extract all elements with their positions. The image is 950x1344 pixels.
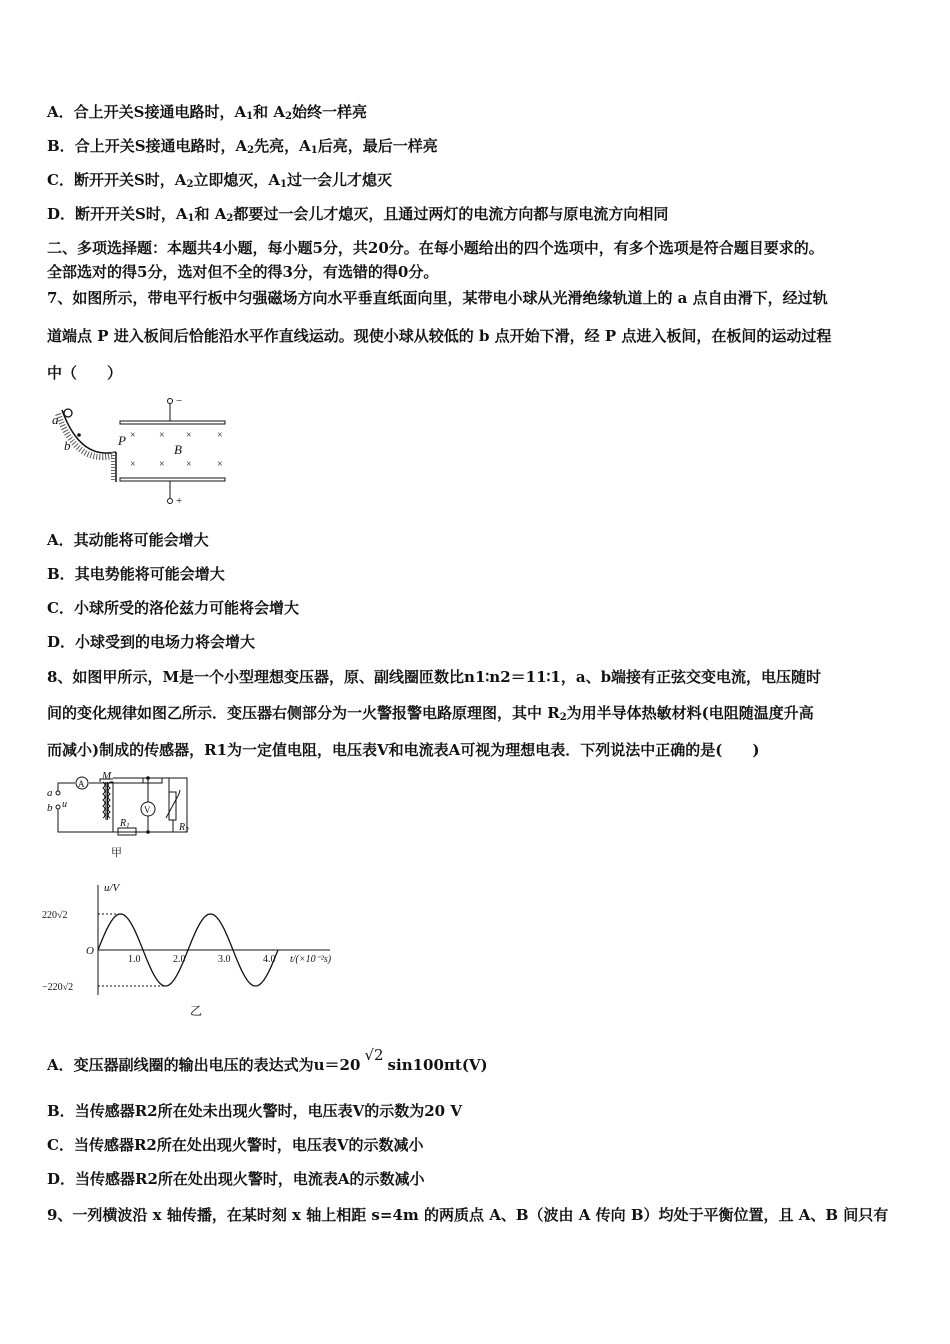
q8-line3: 而减小)制成的传感器，R1为一定值电阻，电压表V和电流表A可视为理想电表．下列说法中正确的是( ) [47, 741, 760, 759]
q8-option: B．当传感器R2所在处未出现火警时，电压表V的示数为20 V [47, 1102, 462, 1120]
figure-caption-jia: 甲 [111, 847, 122, 859]
section-heading-line1: 二、多项选择题：本题共4小题，每小题5分，共20分。在每小题给出的四个选项中，有多个选项是符合题目要求的。 [47, 239, 824, 257]
q7-option: C．小球所受的洛伦兹力可能将会增大 [47, 599, 299, 617]
origin-label: O [86, 945, 94, 957]
label-b: b [64, 438, 71, 453]
y-tick-label: 220√2 [42, 910, 68, 921]
x-tick-label: 3.0 [218, 954, 231, 965]
svg-text:×: × [130, 430, 136, 441]
y-tick-label: −220√2 [42, 982, 74, 993]
q8-line2: 间的变化规律如图乙所示．变压器右侧部分为一火警报警电路原理图，其中 $R_2$为用半导体热敏材料(电阻随温度升高 [47, 704, 814, 723]
terminal-b-label: b [47, 802, 53, 814]
terminal-a-label: a [47, 787, 53, 799]
q6-option: B．合上开关S接通电路时，$A_2$先亮，$A_1$后亮，最后一样亮 [47, 137, 438, 156]
label-minus: − [176, 395, 183, 407]
svg-text:×: × [186, 459, 192, 470]
q6-option: A．合上开关S接通电路时，$A_1$和 $A_2$始终一样亮 [47, 103, 367, 122]
x-tick-label: 1.0 [128, 954, 141, 965]
figure-caption-yi: 乙 [190, 1004, 203, 1018]
label-plus: + [176, 495, 183, 507]
r1-label: $R_1$ [120, 818, 130, 830]
ammeter-label: A [78, 779, 85, 789]
q6-option: D．断开开关S时，$A_1$和 $A_2$都要过一会儿才熄灭，且通过两灯的电流方向都与原电流方向相同 [47, 205, 669, 224]
q7-figure [40, 390, 240, 510]
q6-option: C．断开开关S时，$A_2$立即熄灭，$A_1$过一会儿才熄灭 [47, 171, 393, 190]
q8-line1: 8、如图甲所示，M是一个小型理想变压器，原、副线圈匝数比n1∶n2＝11∶1，a、b端接有正弦交变电流，电压随时 [47, 668, 822, 686]
r2-label: $R_2$ [179, 822, 189, 834]
q7-option: D．小球受到的电场力将会增大 [47, 633, 256, 651]
label-b-field: B [174, 442, 182, 457]
q8-option: D．当传感器R2所在处出现火警时，电流表A的示数减小 [47, 1170, 425, 1188]
section-heading-line2: 全部选对的得5分，选对但不全的得3分，有选错的得0分。 [47, 263, 439, 281]
svg-text:×: × [217, 430, 223, 441]
svg-text:×: × [186, 430, 192, 441]
x-axis-label: t/(×10⁻²s) [290, 954, 332, 965]
voltmeter-label: V [144, 805, 151, 815]
svg-text:×: × [159, 430, 165, 441]
voltage-u-label: u [62, 799, 67, 810]
q8-circuit-figure [40, 770, 200, 860]
label-a: a [52, 412, 59, 427]
q7-line2: 道端点 P 进入板间后恰能沿水平作直线运动。现使小球从较低的 b 点开始下滑，经 P 点进入板间，在板间的运动过程 [47, 327, 832, 345]
label-p: P [118, 433, 126, 448]
svg-text:×: × [130, 459, 136, 470]
q8-option: C．当传感器R2所在处出现火警时，电压表V的示数减小 [47, 1136, 424, 1154]
q9-line1: 9、一列横波沿 x 轴传播，在某时刻 x 轴上相距 s=4m 的两质点 A、B（波由 A 传向 B）均处于平衡位置，且 A、B 间只有 [47, 1206, 889, 1224]
x-tick-label: 4.0 [263, 954, 276, 965]
q8-voltage-chart [40, 875, 370, 1025]
q7-line1: 7、如图所示，带电平行板中匀强磁场方向水平垂直纸面向里，某带电小球从光滑绝缘轨道上的 a 点自由滑下，经过轨 [47, 289, 828, 307]
q8-option: A．变压器副线圈的输出电压的表达式为u＝20√2sin100πt(V) [47, 1046, 488, 1074]
svg-text:×: × [217, 459, 223, 470]
q7-option: A．其动能将可能会增大 [47, 531, 209, 549]
x-tick-label: 2.0 [173, 954, 186, 965]
transformer-label: M [102, 770, 112, 782]
svg-text:×: × [159, 459, 165, 470]
q7-option: B．其电势能将可能会增大 [47, 565, 225, 583]
q7-line3: 中（ ） [47, 364, 123, 382]
y-axis-label: u/V [104, 882, 120, 894]
